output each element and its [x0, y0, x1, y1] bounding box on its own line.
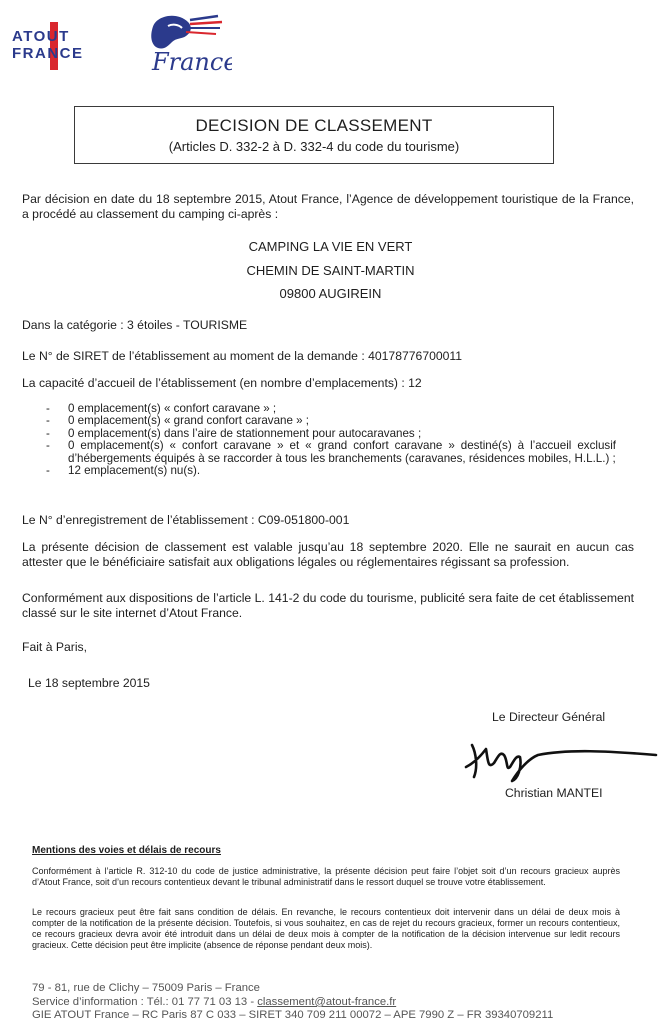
validity-paragraph: La présente décision de classement est valable jusqu’au 18 septembre 2020. Elle ne saurait en aucun cas attester que le bénéficiaire satisfait aux obligations légales ou réglementaires régissant sa profession.	[22, 540, 634, 569]
logo-line-france: FRANCE	[12, 45, 84, 62]
document-title: DECISION DE CLASSEMENT	[195, 116, 433, 135]
siret-line: Le N° de SIRET de l’établissement au moment de la demande : 40178776700011	[22, 349, 463, 363]
footer-service	[32, 995, 396, 1009]
france-script-text: France	[152, 48, 232, 76]
appeals-heading: Mentions des voies et délais de recours	[32, 845, 221, 856]
establishment-street: CHEMIN DE SAINT-MARTIN	[246, 263, 415, 278]
establishment-name: CAMPING LA VIE EN VERT	[248, 239, 413, 254]
appeals-paragraph-2: Le recours gracieux peut être fait sans condition de délais. En revanche, le recours contentieux doit intervenir dans un délai de deux mois à compter de la notification de la présente décision. Toutefois, si vous souhaitez, en cas de rejet du recours gracieux, former un recours contentieux, ce recours gracieux devra avoir été introduit dans un délai de deux mois à compter de la notification de la décision intervenue sur ledit recours gracieux. Cette décision peut être implicite (absence de réponse pendant deux mois).	[32, 907, 620, 950]
registration-line: Le N° d’enregistrement de l’établissement : C09-051800-001	[22, 513, 350, 527]
signature-icon	[458, 727, 658, 785]
handwritten-signature	[458, 727, 658, 785]
footer-address: 79 - 81, rue de Clichy – 75009 Paris – France	[32, 982, 260, 994]
category-line: Dans la catégorie : 3 étoiles - TOURISME	[22, 318, 248, 332]
list-item: - 0 emplacement(s) dans l’aire de stationnement pour autocaravanes ;	[46, 426, 422, 440]
intro-paragraph: Par décision en date du 18 septembre 2015, Atout France, l’Agence de développement touristique de la France, a procédé au classement du camping ci-après :	[22, 192, 634, 221]
footer-email-link[interactable]: classement@atout-france.fr	[257, 996, 397, 1008]
footer-company: GIE ATOUT France – RC Paris 87 C 033 – SIRET 340 709 211 00072 – APE 7990 Z – FR 39340709211	[32, 1009, 554, 1021]
capacity-line: La capacité d’accueil de l’établissement (en nombre d’emplacements) : 12	[22, 376, 422, 390]
list-item: - 12 emplacement(s) nu(s).	[46, 464, 201, 478]
france-marianne-logo	[128, 12, 232, 76]
document-subtitle: (Articles D. 332-2 à D. 332-4 du code du tourisme)	[168, 139, 460, 154]
signatory-role: Le Directeur Général	[492, 710, 606, 724]
list-item: - 0 emplacement(s) « confort caravane » et « grand confort caravane » destiné(s) à l’accueil exclusif d’hébergements équipés à se raccorder à tous les branchements (caravanes, résidences mobiles, H.L.L.) ;	[46, 439, 616, 465]
publicity-paragraph: Conformément aux dispositions de l’article L. 141-2 du code du tourisme, publicité sera faite de cet établissement classé sur le site internet d’Atout France.	[22, 591, 634, 620]
atout-france-logo	[12, 22, 104, 72]
list-item: - 0 emplacement(s) « confort caravane » ;	[46, 402, 277, 415]
capacity-list	[46, 403, 616, 477]
date-line: Le 18 septembre 2015	[28, 676, 150, 690]
marianne-icon	[128, 12, 232, 76]
title-box	[74, 106, 554, 164]
place-line: Fait à Paris,	[22, 640, 88, 654]
logo-line-atout: ATOUT	[12, 28, 70, 45]
signatory-name: Christian MANTEI	[505, 786, 603, 800]
appeals-paragraph-1: Conformément à l’article R. 312-10 du code de justice administrative, la présente décision peut faire l’objet soit d’un recours gracieux auprès d’Atout France, soit d’un recours contentieux devant le tribunal administratif dans le ressort duquel se trouve votre établissement.	[32, 866, 620, 887]
establishment-city: 09800 AUGIREIN	[279, 286, 382, 301]
footer-service-text: Service d’information : Tél.: 01 77 71 03 13 -	[32, 996, 258, 1008]
list-item: - 0 emplacement(s) « grand confort caravane » ;	[46, 414, 310, 428]
